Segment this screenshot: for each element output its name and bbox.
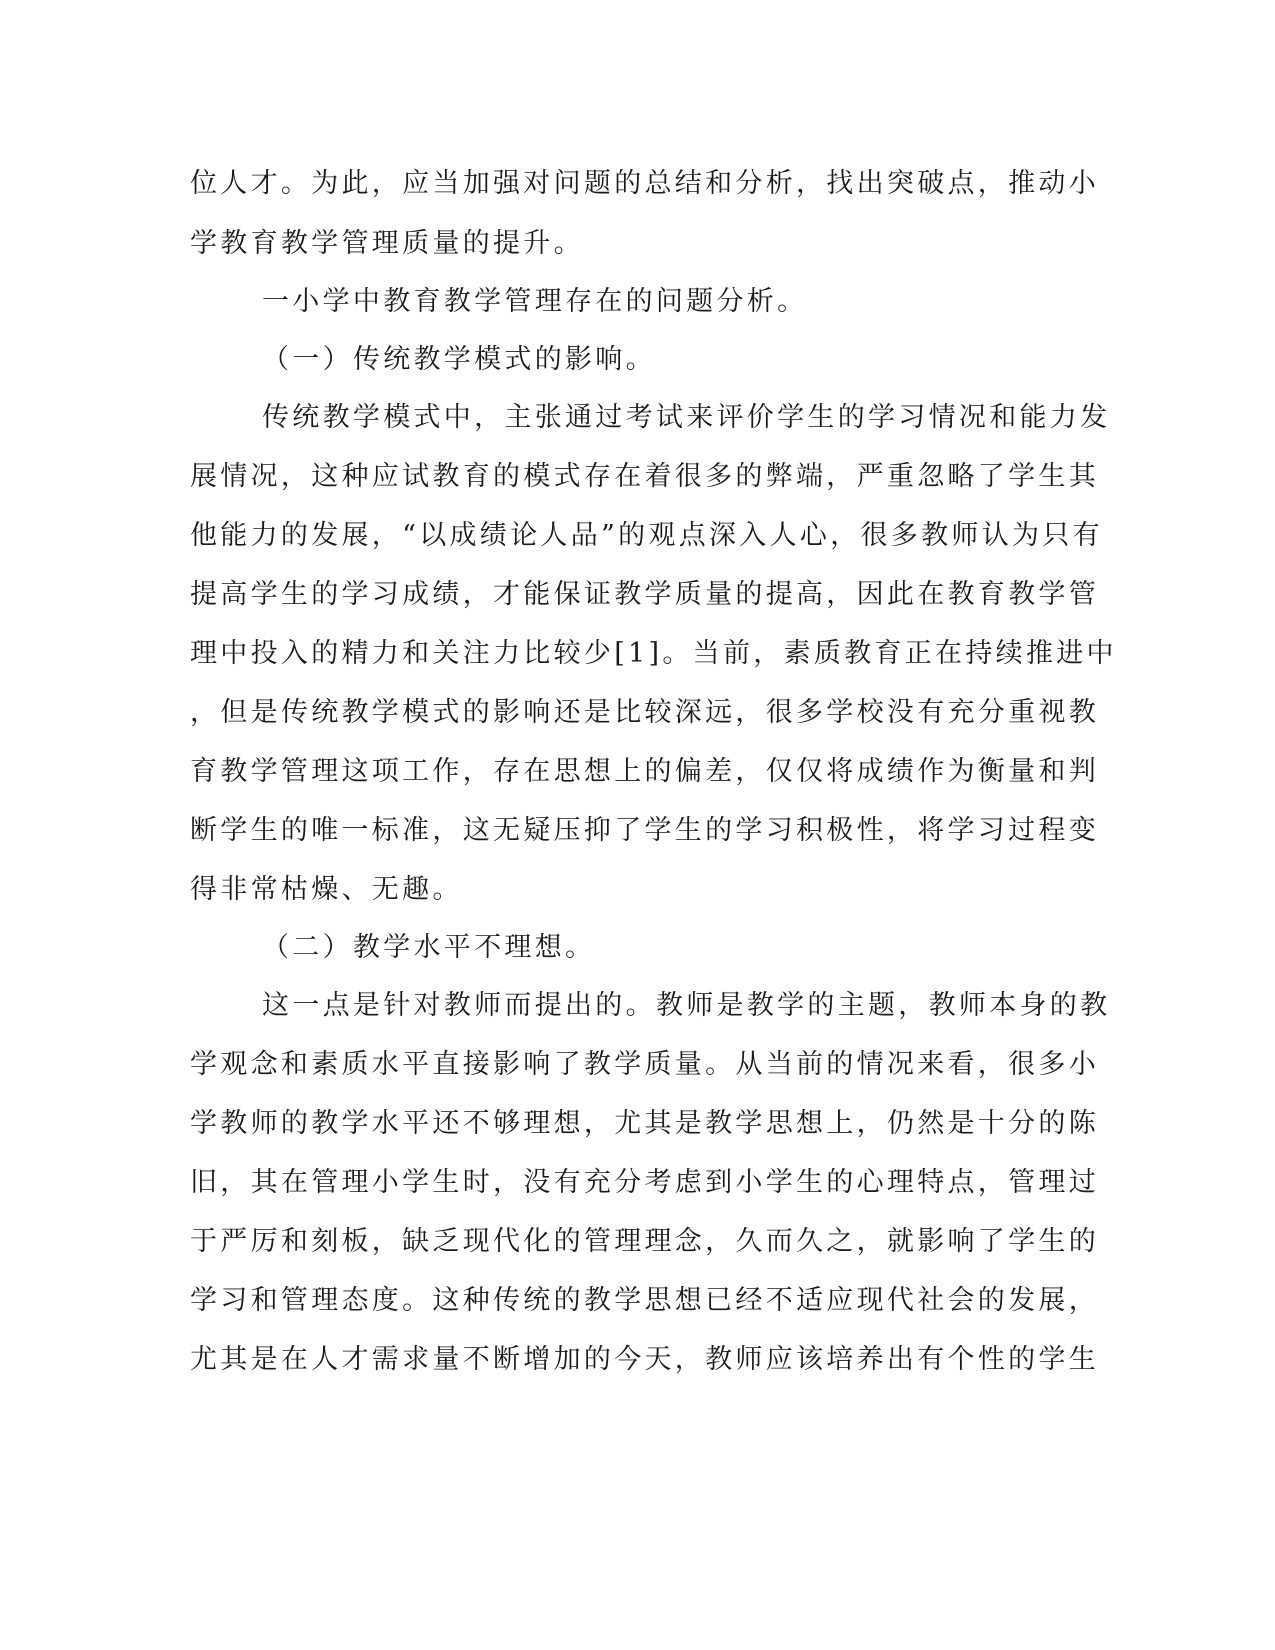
- text-line: 这一点是针对教师而提出的。教师是教学的主题，教师本身的教: [262, 990, 1111, 1021]
- text-line: 展情况，这种应试教育的模式存在着很多的弊端，严重忽略了学生其: [190, 461, 1099, 492]
- subsection-heading: （一）传统教学模式的影响。: [262, 344, 656, 375]
- section-heading: 一小学中教育教学管理存在的问题分析。: [262, 286, 808, 317]
- text-line: 旧，其在管理小学生时，没有充分考虑到小学生的心理特点，管理过: [190, 1167, 1099, 1198]
- text-line: 学习和管理态度。这种传统的教学思想已经不适应现代社会的发展，: [190, 1285, 1099, 1316]
- subsection-heading: （二）教学水平不理想。: [262, 932, 596, 963]
- text-line: 于严厉和刻板，缺乏现代化的管理理念，久而久之，就影响了学生的: [190, 1226, 1099, 1257]
- text-line: 理中投入的精力和关注力比较少[1]。当前，素质教育正在持续推进中: [190, 638, 1117, 669]
- text-line: 尤其是在人才需求量不断增加的今天，教师应该培养出有个性的学生: [190, 1344, 1099, 1375]
- text-line: 得非常枯燥、无趣。: [190, 874, 463, 905]
- text-line: 传统教学模式中，主张通过考试来评价学生的学习情况和能力发: [262, 402, 1111, 433]
- text-line: 学教育教学管理质量的提升。: [190, 228, 584, 259]
- text-line: 位人才。为此，应当加强对问题的总结和分析，找出突破点，推动小: [190, 168, 1099, 199]
- text-line: 学观念和素质水平直接影响了教学质量。从当前的情况来看，很多小: [190, 1049, 1099, 1080]
- text-line: 他能力的发展，“以成绩论人品”的观点深入人心，很多教师认为只有: [190, 520, 1103, 551]
- text-line: 育教学管理这项工作，存在思想上的偏差，仅仅将成绩作为衡量和判: [190, 756, 1099, 787]
- text-line: 学教师的教学水平还不够理想，尤其是教学思想上，仍然是十分的陈: [190, 1108, 1099, 1139]
- text-line: ，但是传统教学模式的影响还是比较深远，很多学校没有充分重视教: [190, 697, 1099, 728]
- text-line: 断学生的唯一标准，这无疑压抑了学生的学习积极性，将学习过程变: [190, 815, 1099, 846]
- text-line: 提高学生的学习成绩，才能保证教学质量的提高，因此在教育教学管: [190, 579, 1099, 610]
